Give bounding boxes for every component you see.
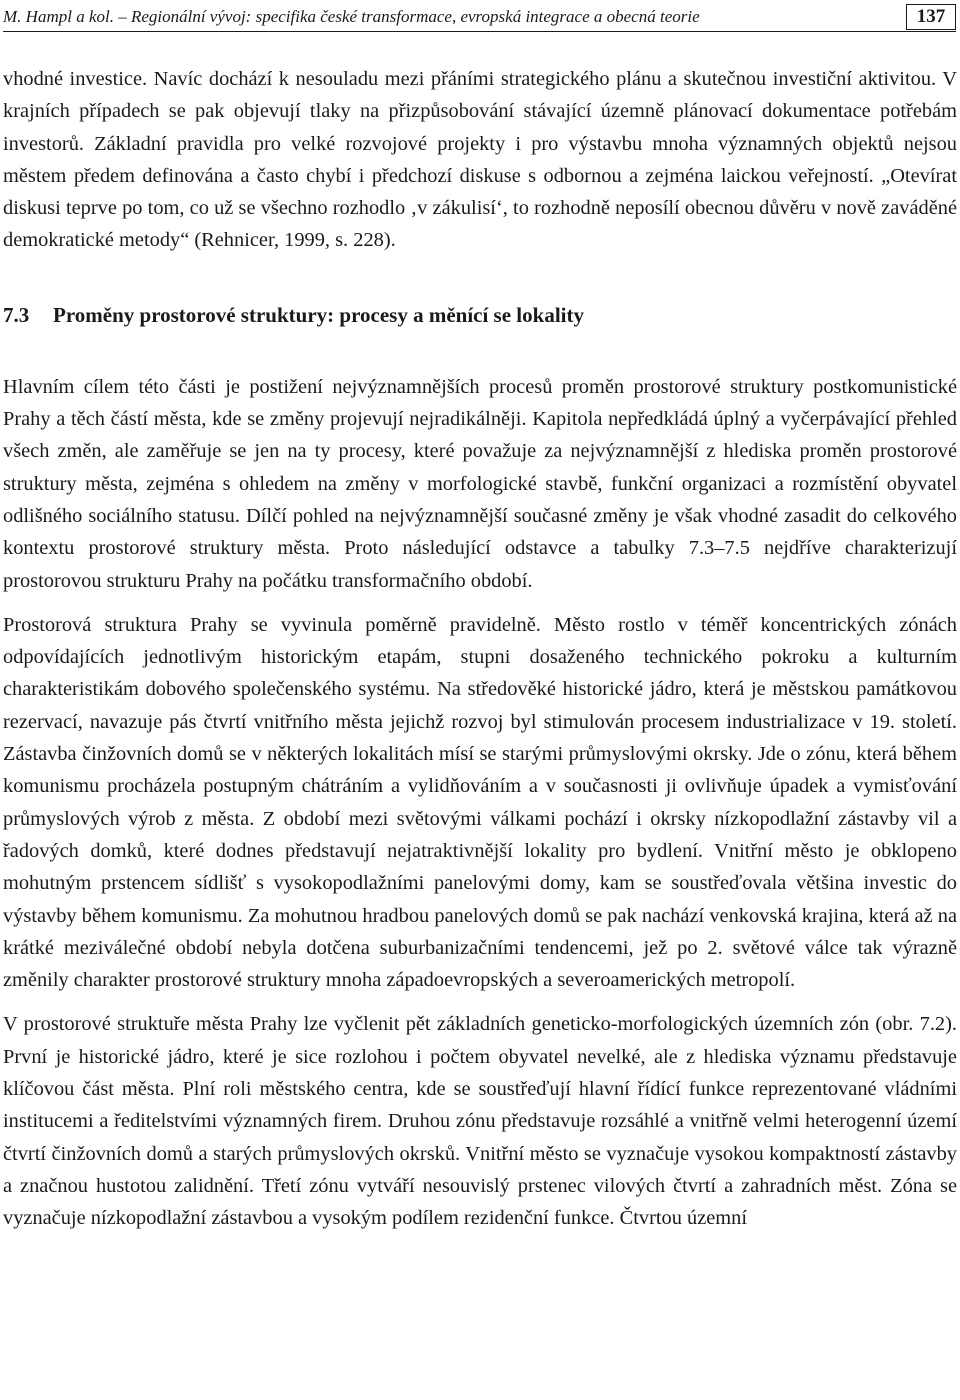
running-header: M. Hampl a kol. – Regionální vývoj: specifika české transformace, evropská integrace a obecná teorie [3,7,700,26]
paragraph: Prostorová struktura Prahy se vyvinula poměrně pravidelně. Město rostlo v téměř koncentrických zónách odpovídajících jednotlivým historickým etapám, stupni dosaženého technického pokroku a kulturním charakteristikám dobového společenského systému. Na středověké historické jádro, která je městskou památkovou rezervací, navazuje pás čtvrtí vnitřního města jejichž rozvoj byl stimulován procesem industrializace v 19. století. Zástavba činžovních domů se v některých lokalitách mísí se starými průmyslovými okrsky. Jde o zónu, která během komunismu procházela postupným chátráním a vylidňováním a v současnosti ji ovlivňuje úpadek a vymisťování průmyslových výrob z města. Z období mezi světovými válkami pochází i okrsky nízkopodlažní zástavby vil a řadových domků, které dodnes představují nejatraktivnější lokality pro bydlení. Vnitřní město je obklopeno mohutným prstencem sídlišť s vysokopodlažními panelovými domy, kam se soustřeďovala většina investic do výstavby během komunismu. Za mohutnou hradbou panelových domů se pak nachází venkovská krajina, která až na krátké meziválečné období nebyla dotčena suburbanizačními tendencemi, jež po 2. světové válce tak výrazně změnily charakter prostorové struktury mnoha západoevropských a severoamerických metropolí. [3,613,957,992]
paragraph: vhodné investice. Navíc dochází k nesouladu mezi přáními strategického plánu a skutečnou investiční aktivitou. V krajních případech se pak objevují tlaky na přizpůsobování stávající územně plánovací dokumentace potřebám investorů. Základní pravidla pro velké rozvojové projekty i pro výstavbu mnoha významných objektů nejsou městem předem definována a často chybí i předchozí diskuse s odbornou a zejména laickou veřejností. „Otevírat diskusi teprve po tom, co už se všechno rozhodlo ‚v zákulisí‘, to rozhodně neposílí obecnou důvěru v nově zaváděné demokratické metody“ (Rehnicer, 1999, s. 228). [3,68,957,252]
page-number: 137 [906,4,956,30]
paragraph: Hlavním cílem této části je postižení nejvýznamnějších procesů proměn prostorové struktury postkomunistické Prahy a těch částí města, kde se změny projevují nejradikálněji. Kapitola nepředkládá úplný a vyčerpávající přehled všech změn, ale zaměřuje se jen na ty procesy, které považuje za nejvýznamnější z hlediska proměn prostorové struktury města, zejména s ohledem na změny v morfologické stavbě, funkční organizaci a rozmístění obyvatel odlišného sociálního statusu. Dílčí pohled na nejvýznamnější současné změny je však vhodné zasadit do celkového kontextu prostorové struktury města. Proto následující odstavce a tabulky 7.3–7.5 nejdříve charakterizují prostorovou strukturu Prahy na počátku transformačního období. [3,375,957,592]
section-heading [3,299,957,331]
paragraph: V prostorové struktuře města Prahy lze vyčlenit pět základních geneticko-morfologických územních zón (obr. 7.2). První je historické jádro, které je sice rozlohou i počtem obyvatel nevelké, ale z hlediska významu představuje klíčovou část města. Plní roli městského centra, kde se soustřeďují hlavní řídící funkce reprezentované vládními institucemi a ředitelstvími významných firem. Druhou zónu představuje rozsáhlé a vnitřně velmi heterogenní území čtvrtí činžovních domů a starých průmyslových okrsků. Vnitřní město se vyznačuje vysokou kompaktností zástavby a značnou hustotou zalidnění. Třetí zónu vytváří nesouvislý prstenec vilových čtvrtí a zahradních měst. Zóna se vyznačuje nízkopodlažní zástavbou a vysokým podílem rezidenční funkce. Čtvrtou územní [3,1013,957,1230]
body-text [3,63,957,1235]
section-number: 7.3 [3,302,30,327]
header-divider [3,31,956,32]
section-title: Proměny prostorové struktury: procesy a měnící se lokality [53,302,584,327]
